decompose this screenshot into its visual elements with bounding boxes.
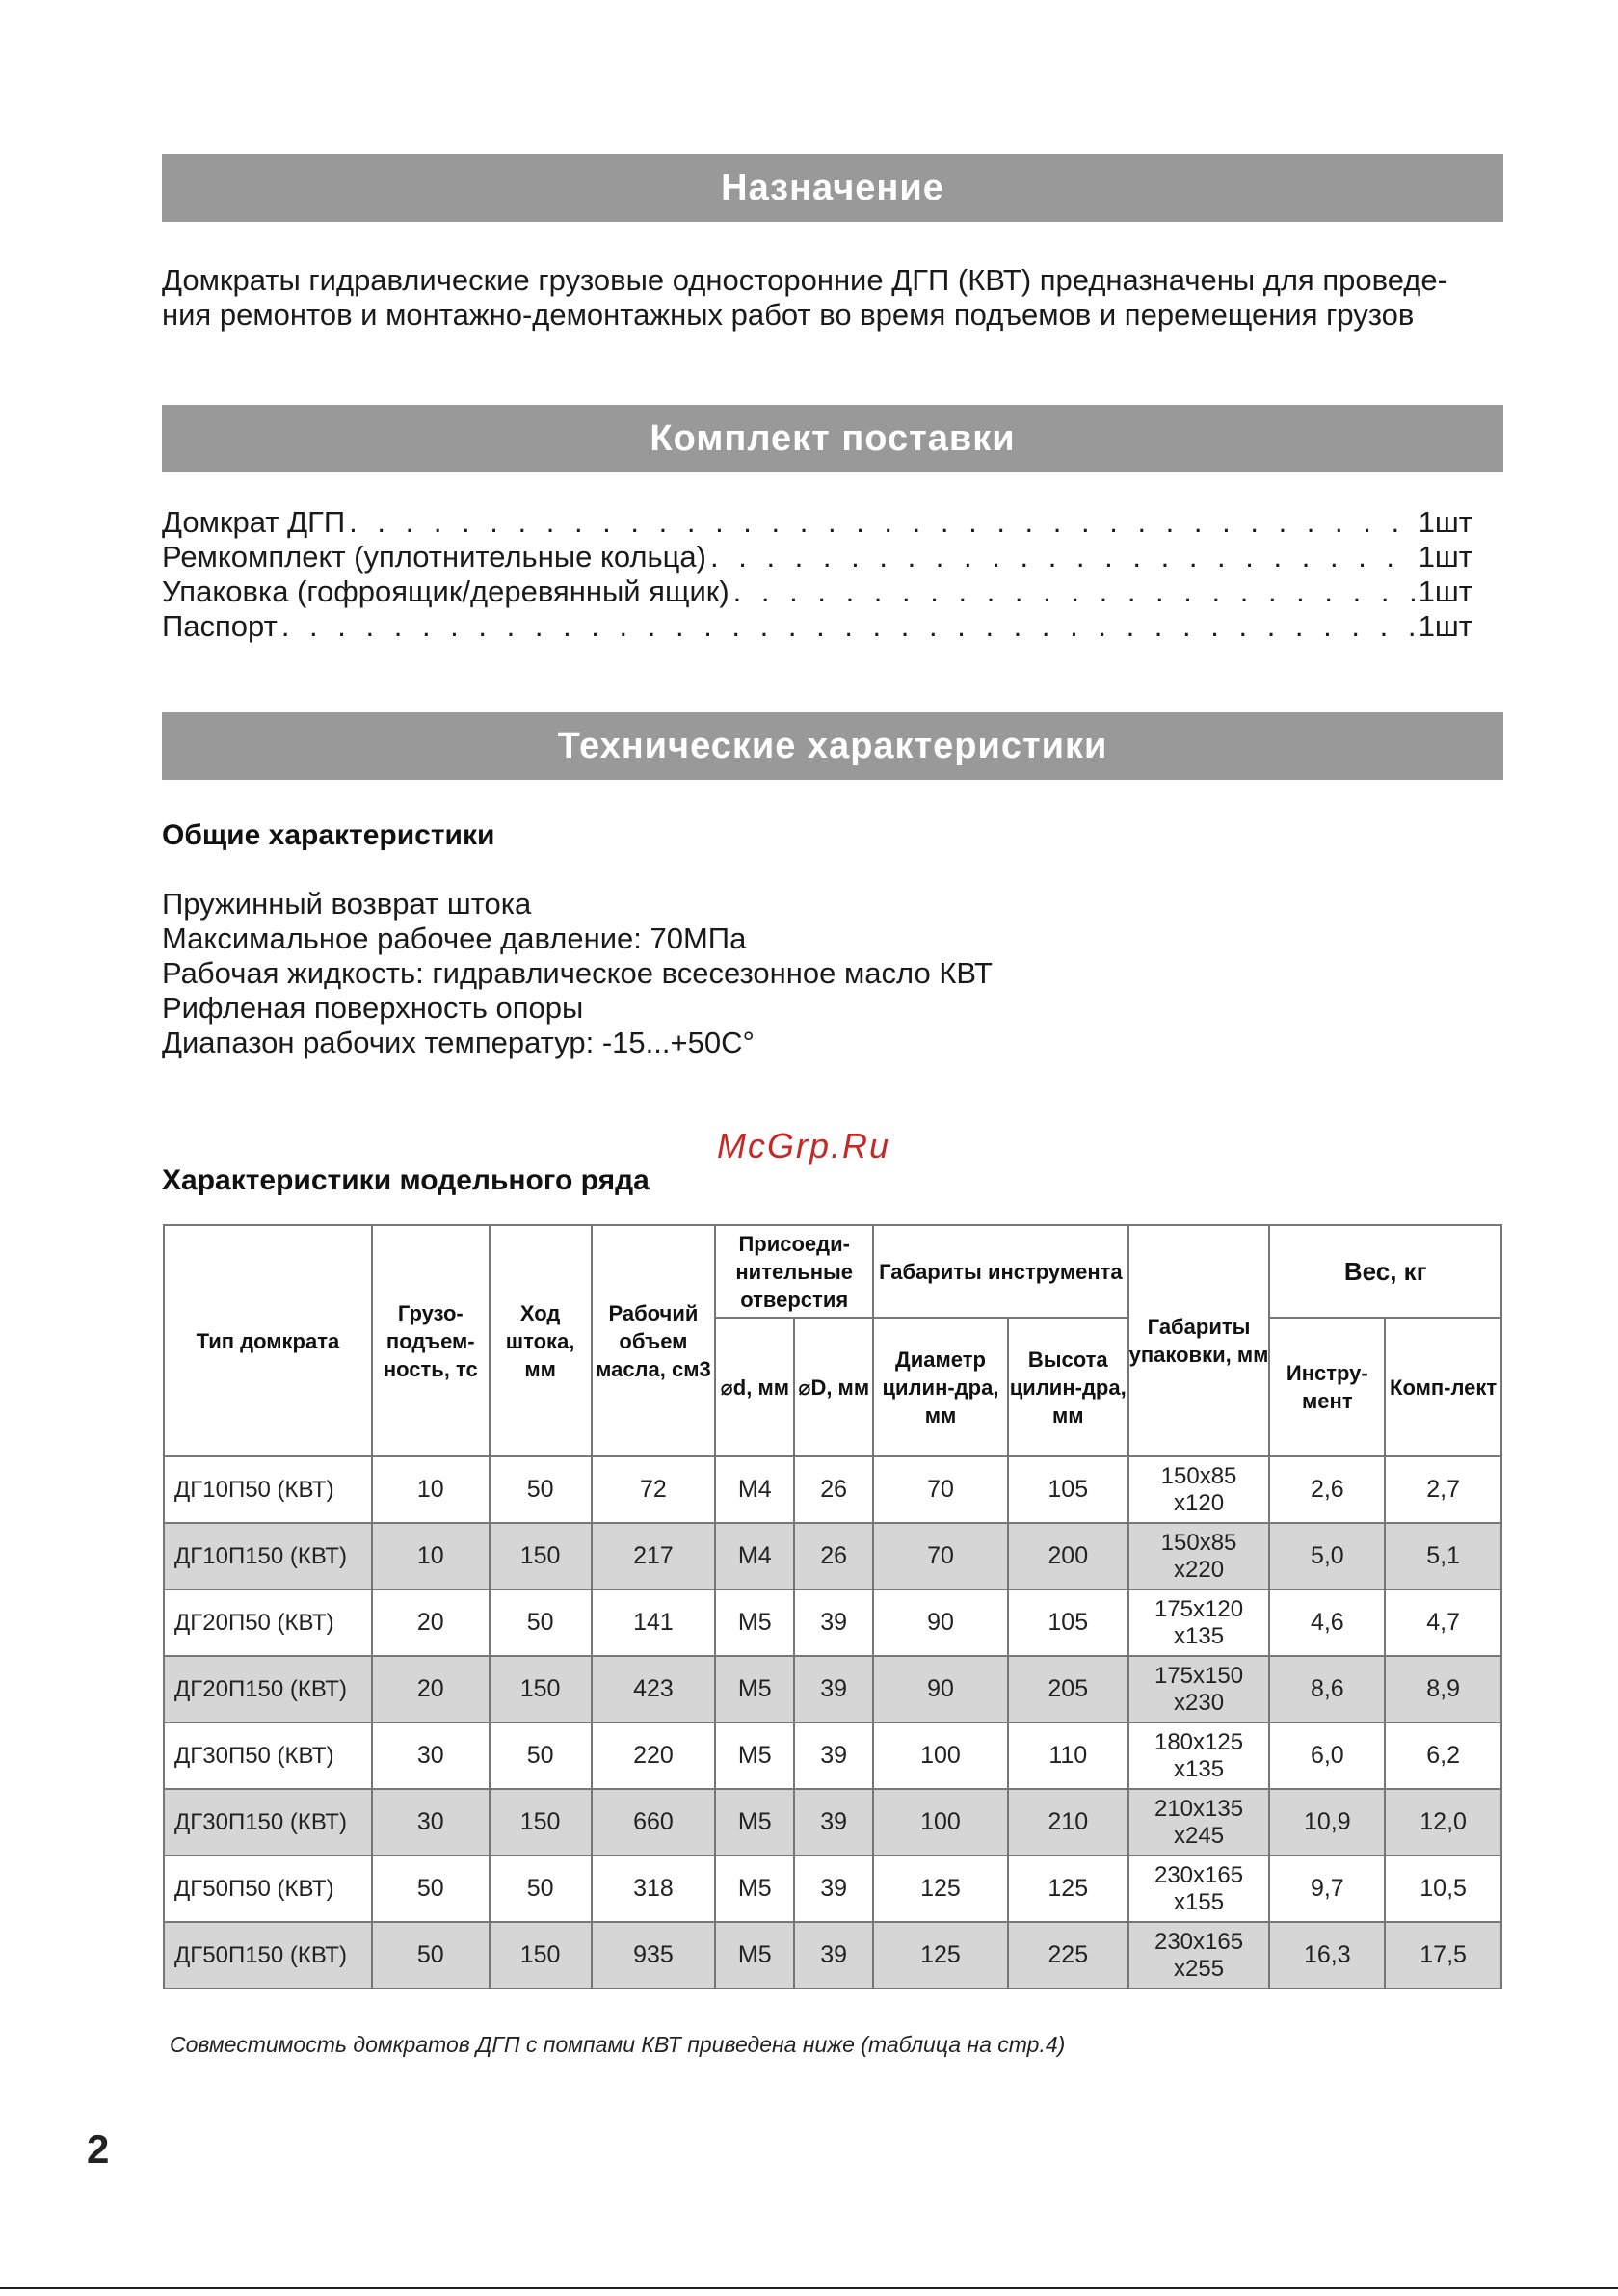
cell-diameter: 90 (873, 1589, 1008, 1656)
cell-volume: 935 (592, 1922, 716, 1989)
header-stroke: Ход штока, мм (490, 1225, 592, 1456)
header-oil-volume: Рабочий объем масла, см3 (592, 1225, 716, 1456)
cell-volume: 423 (592, 1656, 716, 1722)
section-specs-title: Технические характеристики (557, 725, 1108, 766)
cell-volume: 141 (592, 1589, 716, 1656)
cell-pack (1128, 1523, 1270, 1589)
cell-volume: 660 (592, 1789, 716, 1855)
kit-item-name: Ремкомплект (уплотнительные кольца) (162, 540, 706, 574)
cell-d-big: 26 (794, 1456, 873, 1523)
cell-d-small: М5 (715, 1922, 794, 1989)
table-row (164, 1722, 1501, 1789)
kit-list (162, 505, 1472, 644)
spec-line: Максимальное рабочее давление: 70МПа (162, 921, 747, 955)
cell-d-big: 26 (794, 1523, 873, 1589)
header-weight-set: Комп-лект (1385, 1318, 1501, 1456)
pack-line-2: х155 (1174, 1888, 1225, 1915)
cell-height: 205 (1008, 1656, 1128, 1722)
header-d-big: ⌀D, мм (794, 1318, 873, 1456)
cell-weight-tool: 16,3 (1269, 1922, 1385, 1989)
cell-volume: 72 (592, 1456, 716, 1523)
cell-model: ДГ10П150 (КВТ) (164, 1523, 372, 1589)
cell-pack (1128, 1722, 1270, 1789)
cell-weight-set: 5,1 (1385, 1523, 1501, 1589)
leader-dots (349, 505, 1415, 540)
cell-stroke: 150 (490, 1789, 592, 1855)
cell-d-small: М5 (715, 1656, 794, 1722)
cell-d-big: 39 (794, 1656, 873, 1722)
cell-stroke: 50 (490, 1589, 592, 1656)
table-row (164, 1589, 1501, 1656)
cell-model: ДГ10П50 (КВТ) (164, 1456, 372, 1523)
leader-dots (710, 540, 1415, 574)
pack-line-2: х120 (1174, 1489, 1225, 1516)
pack-line-2: х135 (1174, 1622, 1225, 1649)
pack-line-1: 150х85 (1160, 1529, 1237, 1556)
section-kit-header (162, 405, 1503, 472)
header-pack-dims: Габариты упаковки, мм (1128, 1225, 1270, 1456)
cell-height: 210 (1008, 1789, 1128, 1855)
cell-weight-tool: 10,9 (1269, 1789, 1385, 1855)
section-purpose-title: Назначение (721, 167, 944, 208)
pack-line-2: х230 (1174, 1689, 1225, 1716)
pack-line-1: 175х120 (1154, 1595, 1244, 1622)
pack-line-1: 230х165 (1154, 1861, 1244, 1888)
cell-diameter: 100 (873, 1722, 1008, 1789)
kit-item (162, 540, 1472, 574)
pack-line-1: 230х165 (1154, 1928, 1244, 1955)
kit-item-qty: 1шт (1418, 505, 1472, 539)
cell-d-big: 39 (794, 1855, 873, 1922)
cell-capacity: 10 (372, 1456, 490, 1523)
pack-line-1: 175х150 (1154, 1662, 1244, 1689)
header-weight: Вес, кг (1269, 1225, 1501, 1318)
table-row (164, 1855, 1501, 1922)
kit-item-name: Упаковка (гофроящик/деревянный ящик) (162, 574, 729, 608)
spec-line: Пружинный возврат штока (162, 887, 532, 921)
cell-d-small: М4 (715, 1456, 794, 1523)
header-cyl-height: Высота цилин-дра, мм (1008, 1318, 1128, 1456)
purpose-text (162, 263, 1447, 333)
cell-stroke: 50 (490, 1855, 592, 1922)
pack-line-1: 210х135 (1154, 1795, 1244, 1822)
page-number: 2 (87, 2126, 110, 2172)
pack-line-1: 150х85 (1160, 1462, 1237, 1489)
cell-d-small: М5 (715, 1789, 794, 1855)
cell-d-small: М5 (715, 1589, 794, 1656)
cell-capacity: 50 (372, 1855, 490, 1922)
cell-stroke: 150 (490, 1523, 592, 1589)
cell-capacity: 20 (372, 1589, 490, 1656)
cell-height: 110 (1008, 1722, 1128, 1789)
cell-diameter: 125 (873, 1922, 1008, 1989)
kit-item-qty: 1шт (1418, 609, 1472, 643)
cell-diameter: 70 (873, 1456, 1008, 1523)
cell-stroke: 150 (490, 1922, 592, 1989)
cell-pack (1128, 1589, 1270, 1656)
kit-item (162, 609, 1472, 644)
cell-weight-set: 4,7 (1385, 1589, 1501, 1656)
table-row (164, 1523, 1501, 1589)
cell-stroke: 50 (490, 1722, 592, 1789)
table-row (164, 1789, 1501, 1855)
cell-height: 200 (1008, 1523, 1128, 1589)
cell-weight-tool: 4,6 (1269, 1589, 1385, 1656)
cell-weight-tool: 9,7 (1269, 1855, 1385, 1922)
cell-d-big: 39 (794, 1722, 873, 1789)
cell-weight-tool: 6,0 (1269, 1722, 1385, 1789)
kit-item-qty: 1шт (1418, 540, 1472, 574)
cell-weight-tool: 5,0 (1269, 1523, 1385, 1589)
cell-weight-tool: 2,6 (1269, 1456, 1385, 1523)
kit-item-name: Паспорт (162, 609, 278, 643)
cell-volume: 318 (592, 1855, 716, 1922)
cell-capacity: 50 (372, 1922, 490, 1989)
leader-dots (281, 609, 1415, 644)
header-connections: Присоеди-нительные отверстия (715, 1225, 873, 1318)
cell-weight-set: 17,5 (1385, 1922, 1501, 1989)
cell-height: 125 (1008, 1855, 1128, 1922)
section-kit-title: Комплект поставки (650, 417, 1016, 459)
cell-diameter: 100 (873, 1789, 1008, 1855)
pack-line-1: 180х125 (1154, 1728, 1244, 1755)
cell-capacity: 10 (372, 1523, 490, 1589)
pack-line-2: х220 (1174, 1556, 1225, 1583)
compatibility-note: Совместимость домкратов ДГП с помпами КВТ приведена ниже (таблица на стр.4) (170, 2032, 1066, 2057)
cell-volume: 220 (592, 1722, 716, 1789)
cell-weight-tool: 8,6 (1269, 1656, 1385, 1722)
section-purpose-header (162, 154, 1503, 222)
cell-pack (1128, 1656, 1270, 1722)
cell-weight-set: 12,0 (1385, 1789, 1501, 1855)
section-specs-header (162, 712, 1503, 780)
cell-d-big: 39 (794, 1922, 873, 1989)
pack-line-2: х255 (1174, 1955, 1225, 1982)
purpose-line: Домкраты гидравлические грузовые односторонние ДГП (КВТ) предназначены для проведе- (162, 263, 1447, 297)
header-type: Тип домкрата (164, 1225, 372, 1456)
cell-d-big: 39 (794, 1589, 873, 1656)
cell-model: ДГ30П150 (КВТ) (164, 1789, 372, 1855)
header-dimensions: Габариты инструмента (873, 1225, 1128, 1318)
cell-model: ДГ20П50 (КВТ) (164, 1589, 372, 1656)
cell-diameter: 90 (873, 1656, 1008, 1722)
pack-line-2: х245 (1174, 1822, 1225, 1849)
cell-d-big: 39 (794, 1789, 873, 1855)
general-specs-list (162, 887, 993, 1060)
cell-d-small: М5 (715, 1722, 794, 1789)
leader-dots (733, 574, 1415, 609)
pack-line-2: х135 (1174, 1755, 1225, 1782)
cell-diameter: 125 (873, 1855, 1008, 1922)
cell-capacity: 30 (372, 1789, 490, 1855)
cell-height: 225 (1008, 1922, 1128, 1989)
kit-item-name: Домкрат ДГП (162, 505, 346, 539)
spec-line: Диапазон рабочих температур: -15...+50С° (162, 1026, 755, 1059)
cell-stroke: 50 (490, 1456, 592, 1523)
model-range-table (163, 1224, 1502, 1989)
cell-weight-set: 8,9 (1385, 1656, 1501, 1722)
general-specs-title: Общие характеристики (162, 819, 495, 851)
kit-item (162, 574, 1472, 609)
header-cyl-diameter: Диаметр цилин-дра, мм (873, 1318, 1008, 1456)
cell-volume: 217 (592, 1523, 716, 1589)
cell-pack (1128, 1922, 1270, 1989)
cell-height: 105 (1008, 1456, 1128, 1523)
kit-item (162, 505, 1472, 540)
cell-capacity: 20 (372, 1656, 490, 1722)
model-range-title: Характеристики модельного ряда (162, 1164, 650, 1196)
cell-model: ДГ50П50 (КВТ) (164, 1855, 372, 1922)
header-capacity: Грузо-подъем-ность, тс (372, 1225, 490, 1456)
cell-model: ДГ30П50 (КВТ) (164, 1722, 372, 1789)
cell-weight-set: 6,2 (1385, 1722, 1501, 1789)
cell-weight-set: 10,5 (1385, 1855, 1501, 1922)
cell-d-small: М4 (715, 1523, 794, 1589)
bottom-rule (0, 2287, 1618, 2289)
cell-model: ДГ20П150 (КВТ) (164, 1656, 372, 1722)
cell-diameter: 70 (873, 1523, 1008, 1589)
cell-pack (1128, 1789, 1270, 1855)
purpose-line: ния ремонтов и монтажно-демонтажных работ во время подъемов и перемещения грузов (162, 298, 1415, 332)
cell-height: 105 (1008, 1589, 1128, 1656)
cell-pack (1128, 1456, 1270, 1523)
cell-weight-set: 2,7 (1385, 1456, 1501, 1523)
cell-stroke: 150 (490, 1656, 592, 1722)
table-row (164, 1656, 1501, 1722)
watermark: McGrp.Ru (717, 1126, 891, 1165)
spec-line: Рабочая жидкость: гидравлическое всесезонное масло КВТ (162, 956, 993, 990)
cell-capacity: 30 (372, 1722, 490, 1789)
spec-line: Рифленая поверхность опоры (162, 991, 584, 1025)
header-weight-tool: Инстру-мент (1269, 1318, 1385, 1456)
cell-pack (1128, 1855, 1270, 1922)
table-row (164, 1456, 1501, 1523)
kit-item-qty: 1шт (1418, 574, 1472, 608)
cell-d-small: М5 (715, 1855, 794, 1922)
header-d-small: ⌀d, мм (715, 1318, 794, 1456)
table-row (164, 1922, 1501, 1989)
cell-model: ДГ50П150 (КВТ) (164, 1922, 372, 1989)
